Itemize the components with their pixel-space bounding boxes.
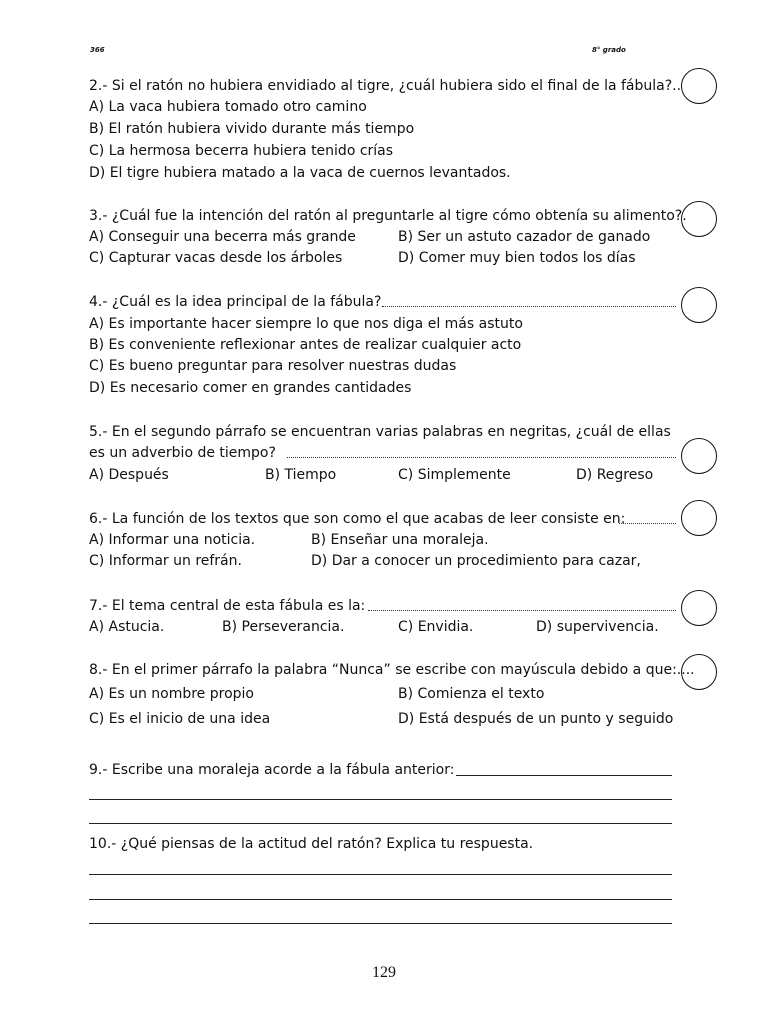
question-3-option-d: D) Comer muy bien todos los días [398,250,636,266]
answer-line[interactable] [89,899,672,900]
question-2-option-a: A) La vaca hubiera tomado otro camino [89,99,367,115]
question-8-option-b: B) Comienza el texto [398,686,545,702]
question-5-stem-line1: 5.- En el segundo párrafo se encuentran varias palabras en negritas, ¿cuál de ellas [89,424,671,440]
question-3-stem: 3.- ¿Cuál fue la intención del ratón al preguntarle al tigre cómo obtenía su alimento?. [89,208,687,224]
answer-circle-6[interactable] [681,500,717,536]
question-7-stem: 7.- El tema central de esta fábula es la: [89,598,366,614]
question-4-option-a: A) Es importante hacer siempre lo que nos diga el más astuto [89,316,523,332]
question-7-option-a: A) Astucia. [89,619,165,635]
question-3-option-b: B) Ser un astuto cazador de ganado [398,229,651,245]
page-number: 129 [372,964,396,981]
question-4-option-d: D) Es necesario comer en grandes cantidades [89,380,412,396]
answer-circle-3[interactable] [681,201,717,237]
question-7-option-b: B) Perseverancia. [222,619,345,635]
question-5-option-c: C) Simplemente [398,467,511,483]
question-4-option-b: B) Es conveniente reflexionar antes de realizar cualquier acto [89,337,522,353]
answer-line[interactable] [456,775,672,776]
answer-line[interactable] [89,799,672,800]
answer-circle-7[interactable] [681,590,717,626]
dotted-leader [287,457,676,458]
answer-line[interactable] [89,823,672,824]
answer-circle-5[interactable] [681,438,717,474]
question-5-option-d: D) Regreso [576,467,654,483]
question-3-option-c: C) Capturar vacas desde los árboles [89,250,343,266]
question-9-stem: 9.- Escribe una moraleja acorde a la fábula anterior: [89,762,455,778]
answer-line[interactable] [89,923,672,924]
answer-circle-4[interactable] [681,287,717,323]
question-5-stem-line2: es un adverbio de tiempo? [89,445,276,461]
question-7-option-d: D) supervivencia. [536,619,659,635]
question-6-option-c: C) Informar un refrán. [89,553,242,569]
question-8-option-a: A) Es un nombre propio [89,686,254,702]
question-2-option-d: D) El tigre hubiera matado a la vaca de cuernos levantados. [89,165,511,181]
dotted-leader [619,523,676,524]
question-4-stem: 4.- ¿Cuál es la idea principal de la fábula? [89,294,382,310]
question-8-option-c: C) Es el inicio de una idea [89,711,271,727]
question-2-option-b: B) El ratón hubiera vivido durante más tiempo [89,121,415,137]
dotted-leader [382,306,676,307]
question-6-option-d: D) Dar a conocer un procedimiento para cazar, [311,553,641,569]
answer-line[interactable] [89,874,672,875]
header-code: 366 [90,46,105,54]
question-6-option-b: B) Enseñar una moraleja. [311,532,489,548]
question-6-stem: 6.- La función de los textos que son como el que acabas de leer consiste en: [89,511,626,527]
answer-circle-2[interactable] [681,68,717,104]
question-5-option-b: B) Tiempo [265,467,337,483]
question-7-option-c: C) Envidia. [398,619,474,635]
question-2-stem: 2.- Si el ratón no hubiera envidiado al tigre, ¿cuál hubiera sido el final de la fábula?.. [89,78,682,94]
question-8-option-d: D) Está después de un punto y seguido [398,711,674,727]
question-4-option-c: C) Es bueno preguntar para resolver nuestras dudas [89,358,457,374]
dotted-leader [368,610,676,611]
question-6-option-a: A) Informar una noticia. [89,532,256,548]
answer-circle-8[interactable] [681,654,717,690]
question-10-stem: 10.- ¿Qué piensas de la actitud del ratón? Explica tu respuesta. [89,836,534,852]
header-grade: 8° grado [592,46,626,54]
question-3-option-a: A) Conseguir una becerra más grande [89,229,356,245]
question-5-option-a: A) Después [89,467,169,483]
question-2-option-c: C) La hermosa becerra hubiera tenido crías [89,143,394,159]
question-8-stem: 8.- En el primer párrafo la palabra “Nunca” se escribe con mayúscula debido a que:.... [89,662,695,678]
